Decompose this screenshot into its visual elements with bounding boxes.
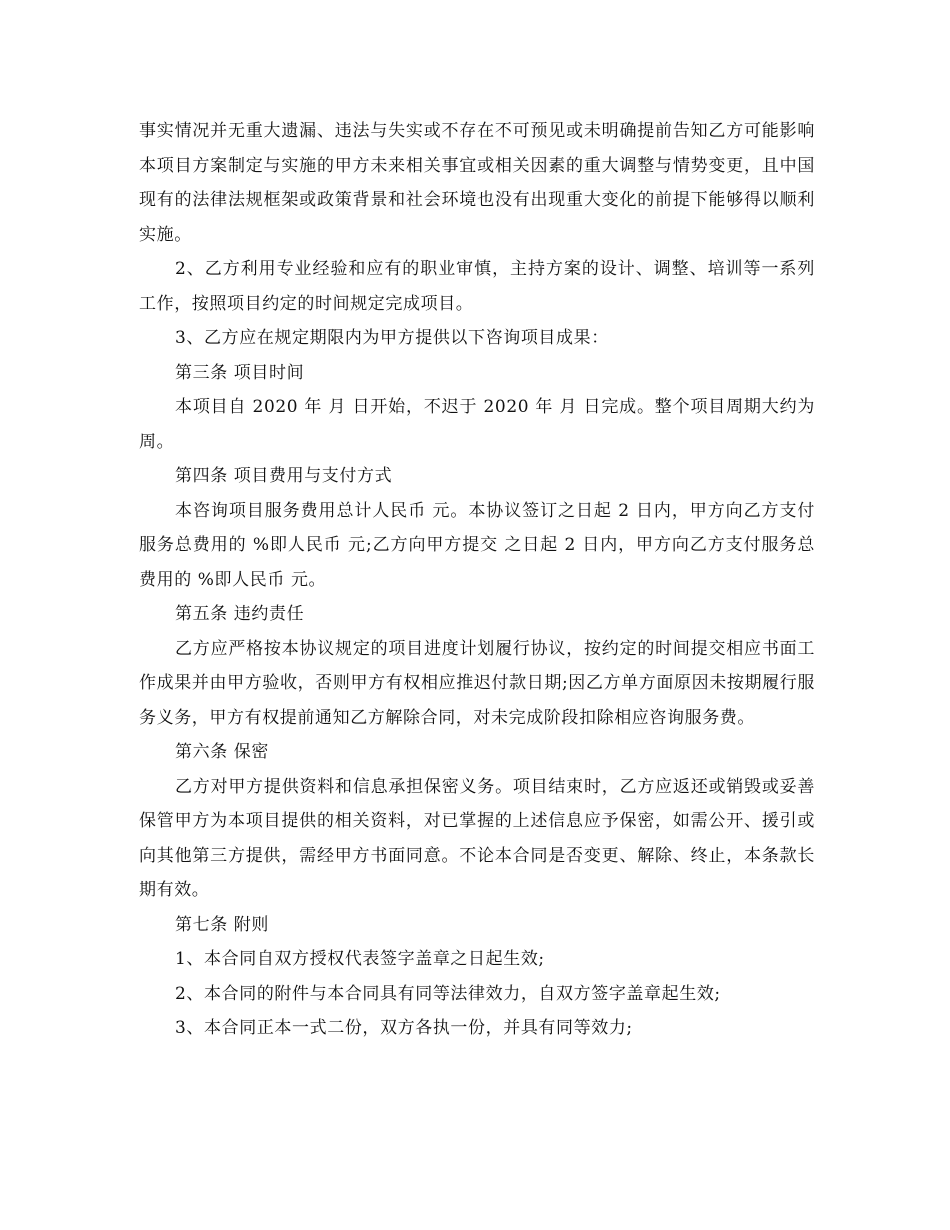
article-6-body: 乙方对甲方提供资料和信息承担保密义务。项目结束时，乙方应返还或销毁或妥善保管甲方为本项目提供的相关资料，对已掌握的上述信息应予保密，如需公开、援引或向其他第三方提供，需经甲方书面同意。不论本合同是否变更、解除、终止，本条款长期有效。 [139, 776, 815, 900]
article-7-clause-1: 1、本合同自双方授权代表签字盖章之日起生效; [175, 949, 545, 969]
article-4-heading: 第四条 项目费用与支付方式 [175, 466, 393, 486]
article-7-clause-3: 3、本合同正本一式二份，双方各执一份，并具有同等效力; [175, 1018, 633, 1038]
article-7-heading: 第七条 附则 [175, 914, 270, 935]
paragraph-item-3: 3、乙方应在规定期限内为甲方提供以下咨询项目成果： [175, 328, 609, 348]
paragraph-continuation: 事实情况并无重大遗漏、违法与失实或不存在不可预见或未明确提前告知乙方可能影响本项目方案制定与实施的甲方未来相关事宜或相关因素的重大调整与情势变更，且中国现有的法律法规框架或政策背景和社会环境也没有出现重大变化的前提下能够得以顺利实施。 [139, 121, 815, 245]
article-4-body: 本咨询项目服务费用总计人民币 元。本协议签订之日起 2 日内，甲方向乙方支付服务总费用的 %即人民币 元;乙方向甲方提交 之日起 2 日内，甲方向乙方支付服务总费用的 %即人民币 元。 [139, 500, 815, 590]
article-7-clause-2: 2、本合同的附件与本合同具有同等法律效力，自双方签字盖章起生效; [175, 983, 721, 1004]
article-3-heading: 第三条 项目时间 [175, 362, 305, 383]
article-5-body: 乙方应严格按本协议规定的项目进度计划履行协议，按约定的时间提交相应书面工作成果并由甲方验收，否则甲方有权相应推迟付款日期;因乙方单方面原因未按期履行服务义务，甲方有权提前通知乙方解除合同，对未完成阶段扣除相应咨询服务费。 [139, 638, 815, 728]
article-5-heading: 第五条 违约责任 [175, 604, 305, 624]
document-body [139, 114, 815, 1046]
article-3-body: 本项目自 2020 年 月 日开始，不迟于 2020 年 月 日完成。整个项目周期大约为 周。 [139, 397, 815, 452]
paragraph-item-2: 2、乙方利用专业经验和应有的职业审慎，主持方案的设计、调整、培训等一系列工作，按照项目约定的时间规定完成项目。 [139, 259, 815, 314]
article-6-heading: 第六条 保密 [175, 742, 270, 762]
